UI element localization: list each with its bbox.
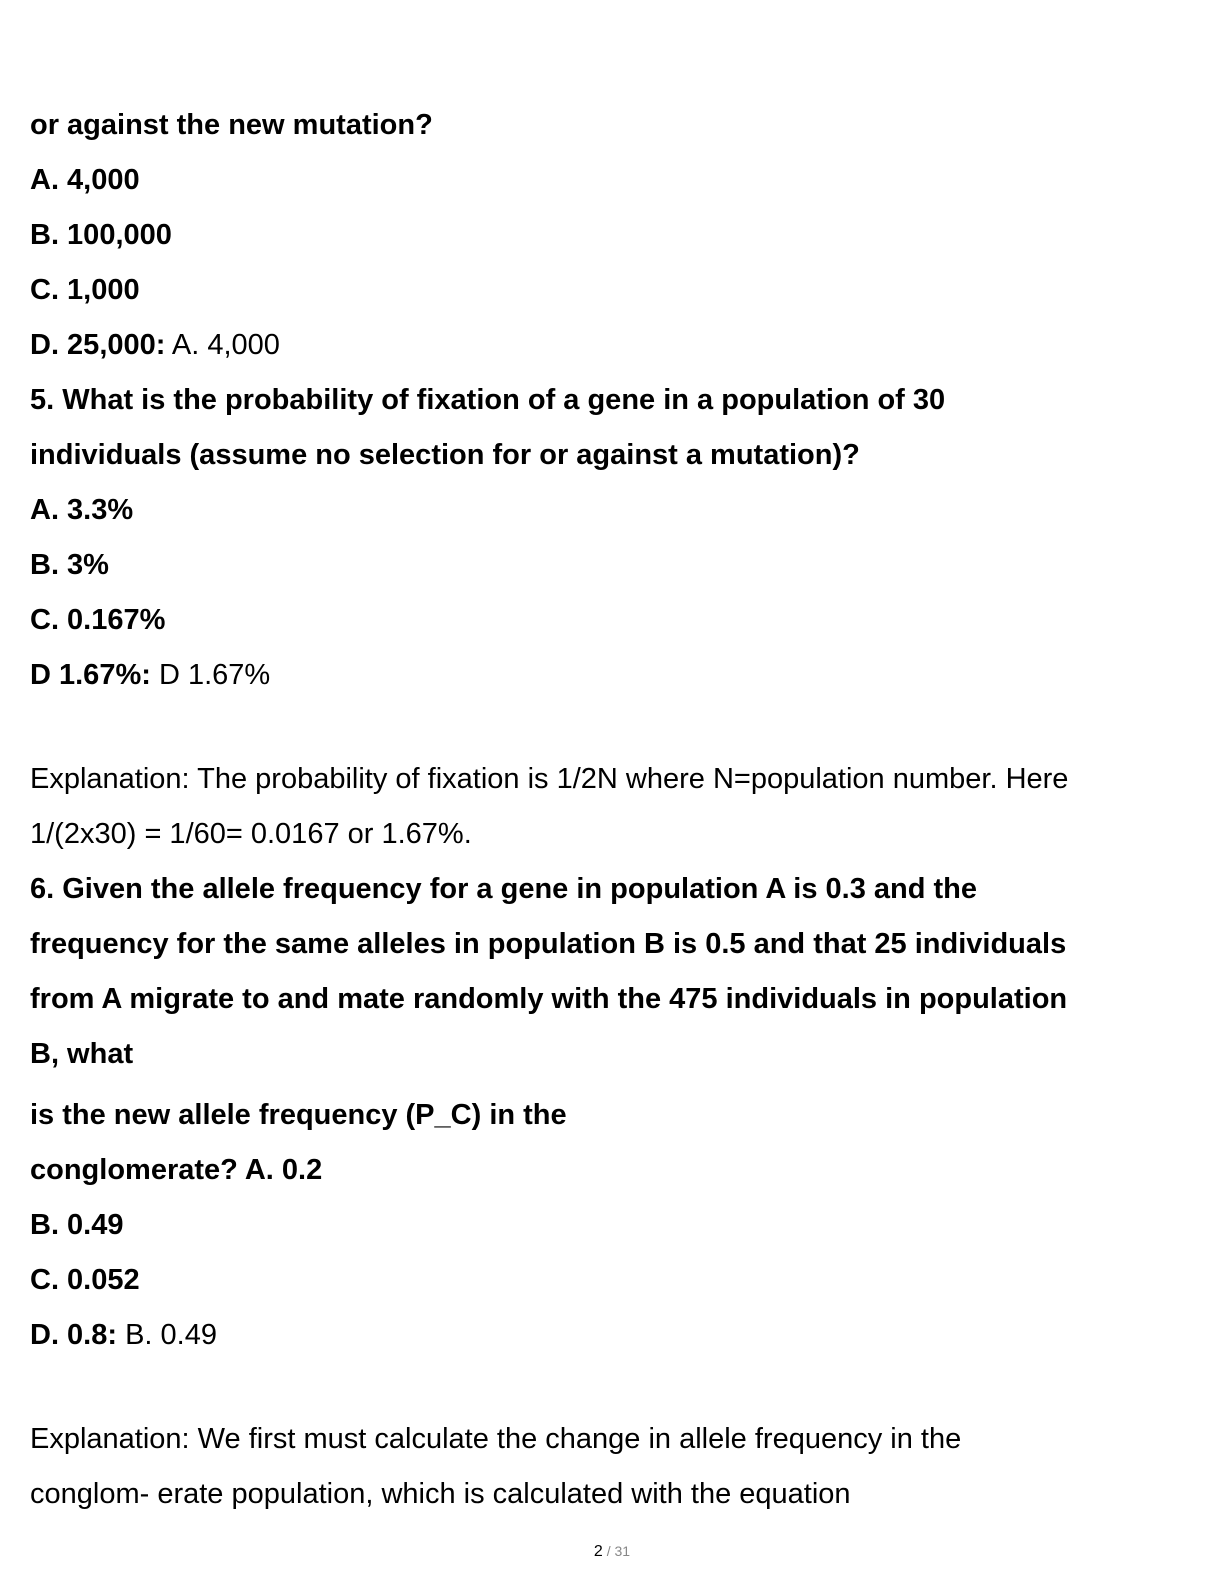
question-5-answer: D 1.67% — [150, 659, 271, 691]
question-6-explanation-line-2: conglom- erate population, which is calculated with the equation — [30, 1478, 851, 1510]
question-4-stem: or against the new mutation? — [30, 109, 433, 141]
question-5-option-c: C. 0.167% — [30, 604, 166, 636]
question-6-option-d: D. 0.8: — [30, 1319, 118, 1351]
question-6-stem-line-4: B, what — [30, 1038, 134, 1070]
question-4-option-c: C. 1,000 — [30, 274, 140, 306]
page-number-footer — [0, 1541, 1224, 1562]
total-pages: 31 — [614, 1543, 631, 1559]
paragraph-gap — [30, 1363, 1180, 1412]
question-4-answer: A. 4,000 — [165, 329, 280, 361]
question-5-option-d-row — [30, 648, 1180, 703]
paragraph-gap — [30, 703, 1180, 752]
question-6-option-c: C. 0.052 — [30, 1264, 140, 1296]
question-4-option-a: A. 4,000 — [30, 164, 140, 196]
question-6-stem-line-1: 6. Given the allele frequency for a gene in population A is 0.3 and the — [30, 873, 978, 905]
question-4-option-d: D. 25,000: — [30, 329, 166, 361]
question-6-answer: B. 0.49 — [117, 1319, 217, 1351]
question-5-option-d: D 1.67%: — [30, 659, 151, 691]
question-5-explanation-line-1: Explanation: The probability of fixation is 1/2N where N=population number. Here — [30, 763, 1069, 795]
question-5-stem-line-1: 5. What is the probability of fixation of a gene in a population of 30 — [30, 384, 946, 416]
question-5-explanation-line-2: 1/(2x30) = 1/60= 0.0167 or 1.67%. — [30, 818, 472, 850]
page-separator: / — [602, 1543, 615, 1559]
question-6-stem-line-3: from A migrate to and mate randomly with the 475 individuals in population — [30, 983, 1068, 1015]
question-6-option-d-row — [30, 1308, 1180, 1363]
question-6-explanation-line-1: Explanation: We first must calculate the change in allele frequency in the — [30, 1423, 962, 1455]
question-5-option-b: B. 3% — [30, 549, 109, 581]
question-5-stem-line-2: individuals (assume no selection for or against a mutation)? — [30, 439, 860, 471]
question-4-option-d-row — [30, 318, 1180, 373]
question-6-stem-line-2: frequency for the same alleles in population B is 0.5 and that 25 individuals — [30, 928, 1067, 960]
document-page — [30, 98, 1180, 1522]
question-6-stem-line-5: is the new allele frequency (P_C) in the — [30, 1099, 567, 1131]
question-6-option-b: B. 0.49 — [30, 1209, 124, 1241]
current-page-number: 2 — [593, 1543, 603, 1560]
question-6-stem-line-6: conglomerate? A. 0.2 — [30, 1154, 323, 1186]
question-4-option-b: B. 100,000 — [30, 219, 172, 251]
question-5-option-a: A. 3.3% — [30, 494, 134, 526]
